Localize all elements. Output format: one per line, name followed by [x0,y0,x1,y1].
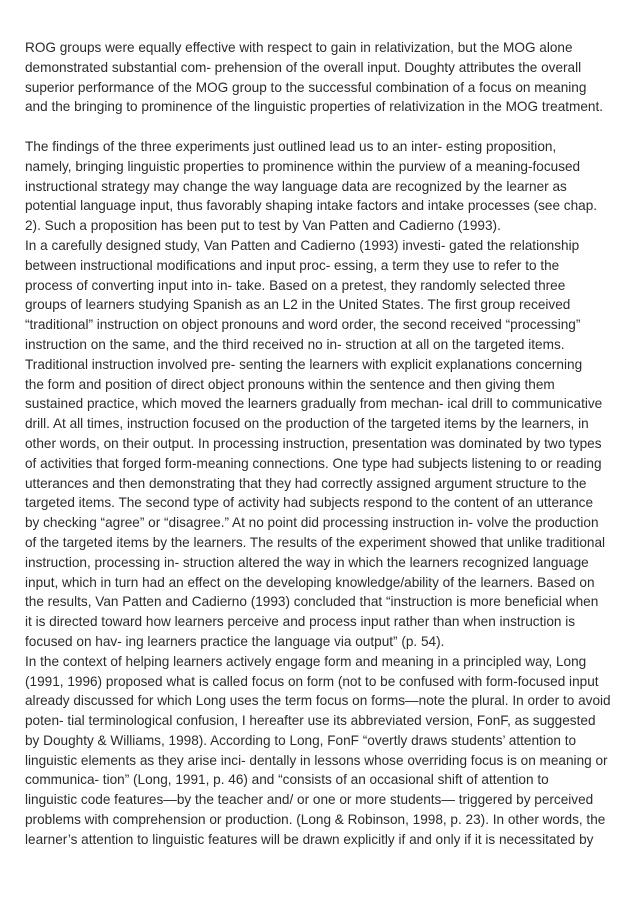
paragraph-4: In the context of helping learners actively engage form and meaning in a principled way, Long (1991, 1996) proposed what is called focus on form (not to be confused with form-focused input already discussed for which Long uses the term focus on forms—note the plural. In order to avoid poten- tial terminological confusion, I hereafter use its abbreviated version, FonF, as suggested by Doughty & Williams, 1998). According to Long, FonF “overtly draws students’ attention to linguistic elements as they arise inci- dentally in lessons whose overriding focus is on meaning or communica- tion” (Long, 1991, p. 46) and “consists of an occasional shift of attention to linguistic code features—by the teacher and/ or one or more students— triggered by perceived problems with comprehension or production. (Long & Robinson, 1998, p. 23). In other words, the learner’s attention to linguistic features will be drawn explicitly if and only if it is necessitated by [25,653,611,847]
paragraph-2: The findings of the three experiments just outlined lead us to an inter- esting proposition, namely, bringing linguistic properties to prominence within the purview of a meaning-focused instructional strategy may change the way language data are recognized by the learner as potential language input, thus favorably shaping intake factors and intake processes (see chap. 2). Such a proposition has been put to test by Van Patten and Cadierno (1993). [25,138,598,234]
paragraph-1: ROG groups were equally effective with respect to gain in relativization, but the MOG alone demonstrated substantial com- prehension of the overall input. Doughty attributes the overall superior performance of the MOG group to the successful combination of a focus on meaning and the bringing to prominence of the linguistic properties of relativization in the MOG treatment. [25,40,604,115]
document-body [25,38,621,850]
paragraph-3: In a carefully designed study, Van Patten and Cadierno (1993) investi- gated the relationship between instructional modifications and input proc- essing, a term they use to refer to the process of converting input into in- take. Based on a pretest, they randomly selected three groups of learners studying Spanish as an L2 in the United States. The first group received “traditional” instruction on object pronouns and word order, the second received “processing” instruction on the same, and the third received no in- struction at all on the targeted items. Traditional instruction involved pre- senting the learners with explicit explanations concerning the form and position of direct object pronouns within the sentence and then giving them sustained practice, which moved the learners gradually from mechan- ical drill to communicative drill. At all times, instruction focused on the production of the targeted items by the learners, in other words, on their output. In processing instruction, presentation was dominated by two types of activities that forged form-meaning connections. One type had subjects listening to or reading utterances and then demonstrating that they had correctly assigned argument structure to the targeted items. The second type of activity had subjects respond to the content of an utterance by checking “agree” or “disagree.” At no point did processing instruction in- volve the production of the targeted items by the learners. The results of the experiment showed that unlike traditional instruction, processing in- struction altered the way in which the learners recognized language input, which in turn had an effect on the developing knowledge/ability of the learners. Based on the results, Van Patten and Cadierno (1993) concluded that “instruction is more beneficial when it is directed toward how learners perceive and process input rather than when instruction is focused on hav- ing learners practice the language via output” (p. 54). [25,237,606,649]
